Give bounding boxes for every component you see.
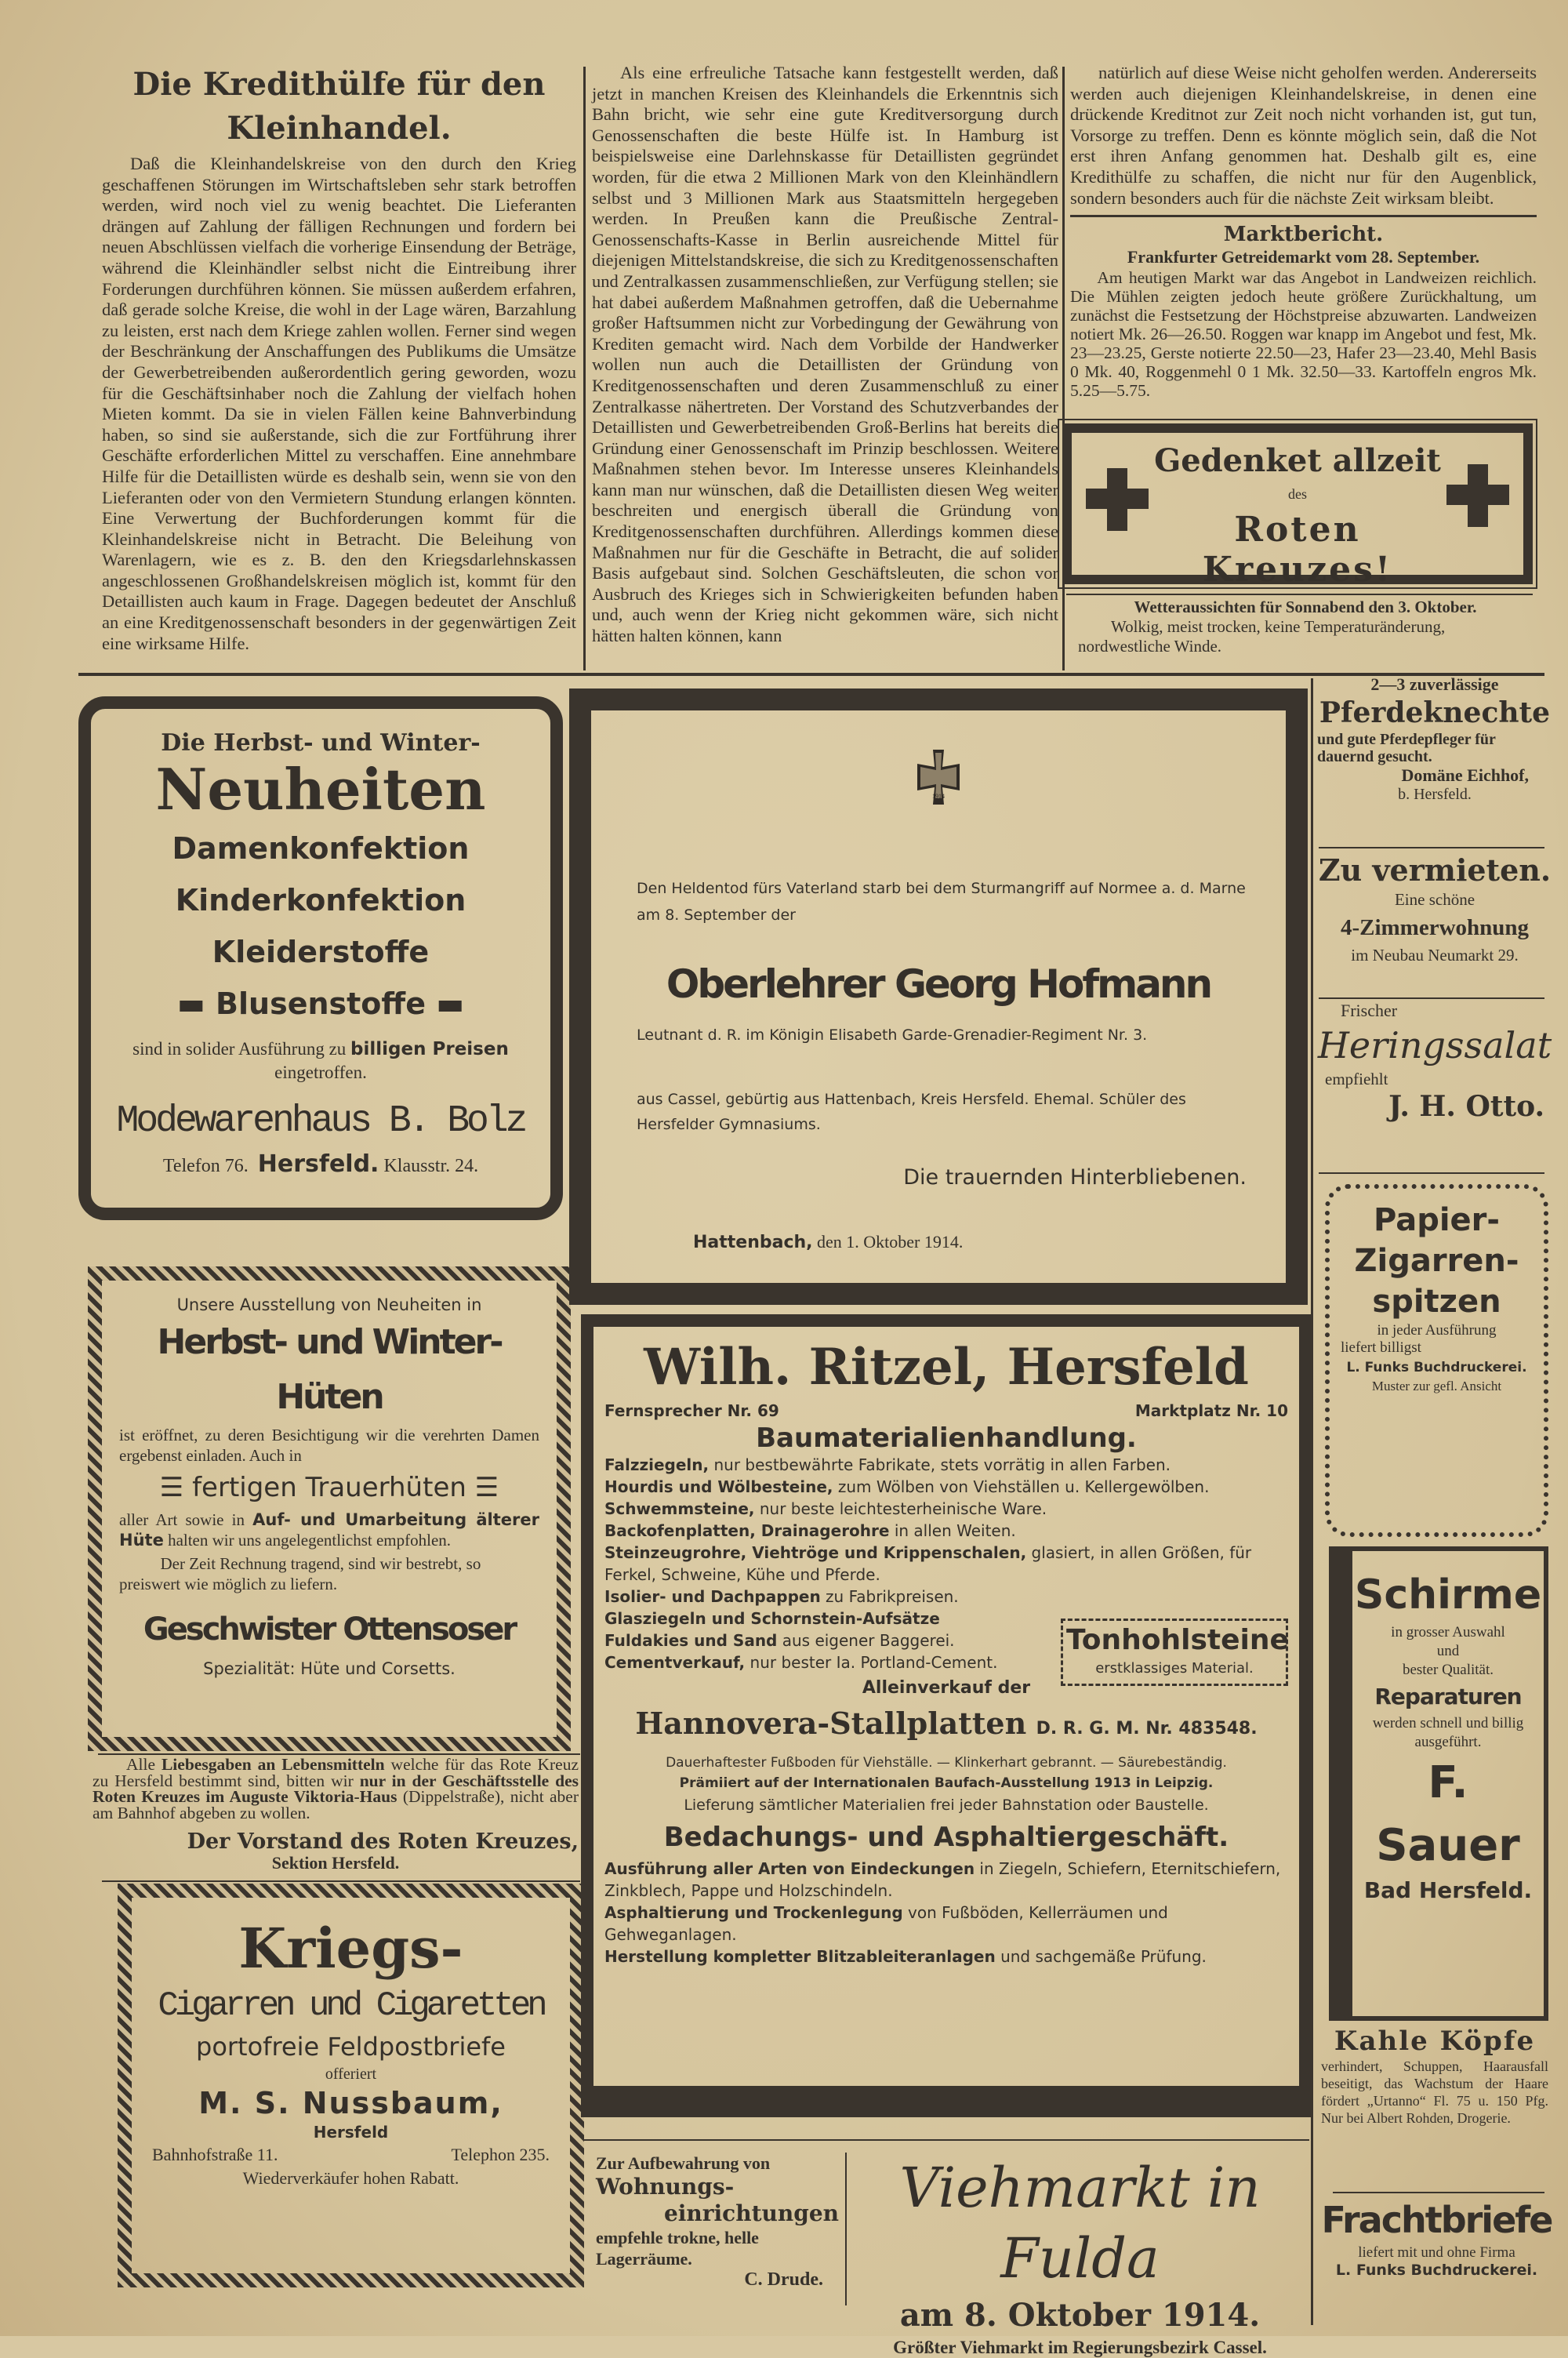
ad-list-bold: Isolier- und Dachpappen	[604, 1587, 821, 1606]
ad-line: b. Hersfeld.	[1398, 786, 1472, 803]
notice-signature-sub: Sektion Hersfeld.	[271, 1853, 400, 1873]
ad-line: und	[1436, 1643, 1460, 1659]
ad-line: einrichtungen	[663, 2200, 839, 2226]
divider	[1319, 1172, 1544, 1174]
article-text: Daß die Kleinhandelskreise von den durch den Krieg geschaffenen Störungen im Wirtschaftsleben sehr stark betroffen werden, wird noch viel zu wenig beachtet. Die Lieferanten drängen auf Zahlung der fälligen Rechnungen und fordern bei neuen Abschlüssen vielfach die vorherige Einsendung der Beträge, während die Kleinhändler selbst nicht die Eintreibung ihrer Forderungen durchführen können. Sie müssen außerdem erfahren, daß gerade solche Kreise, die wohl in der Lage wären, Barzahlung zu leisten, erst nach dem Kriege zahlen wollen. Ferner sind wegen der Beschränkung der Anschaffungen des Publikums die Umsätze der Gewerbetreibenden außerordentlich gering geworden, wozu für die Geschäftsinhaber noch die Zahlung der vielfach hohen Mieten kommt. Da sie in vielen Fällen keine Bahnverbindung haben, so sind sie außerstande, sich die zur Fortführung ihrer Geschäfte erforderlichen Mittel zu verschaffen. Eine annehmbare Hilfe für die Detaillisten würde es deshalb sein, wenn sie von den Lieferanten oder von den Vermietern Stundung erlangen könnten. Eine Verwertung der Buchforderungen kommt für die Kleinhandelskreise nicht in Betracht. Die Beleihung von Warenlagern, wie es z. B. den den Kriegsdarlehnskassen angeschlossenen Großhandelskreisen möglich ist, kommt für den Detaillisten auch kaum in Frage. Dagegen bedeutet der Anschluß an eine Kreditgenossenschaft besonders in der gegenwärtigen Zeit eine wirksame Hilfe.	[102, 154, 576, 653]
ad-list-text: aus eigener Baggerei.	[782, 1631, 955, 1650]
ad-headline: spitzen	[1372, 1284, 1501, 1320]
obituary-rank: Leutnant d. R. im Königin Elisabeth Garde-Grenadier-Regiment Nr. 3.	[637, 1026, 1148, 1044]
ad-line: Domäne Eichhof,	[1401, 765, 1529, 785]
ad-headline: Kahle Köpfe	[1334, 2026, 1536, 2057]
market-subtitle: Frankfurter Getreidemarkt vom 28. September.	[1127, 247, 1480, 267]
ad-viehmarkt	[851, 2153, 1309, 2358]
ad-list-bold: Cementverkauf,	[604, 1653, 746, 1672]
ad-city: Bad Hersfeld.	[1363, 1877, 1533, 1903]
ad-line: Cigarren und Cigaretten	[158, 1986, 544, 2026]
ad-list-text: nur bester Ia. Portland-Cement.	[750, 1653, 998, 1672]
banner-line-1: Gedenket allzeit	[1154, 442, 1441, 479]
ad-list-line	[604, 1946, 1288, 1967]
ad-hering	[1317, 1001, 1552, 1124]
ad-list-text: in allen Weiten.	[894, 1521, 1016, 1540]
ad-address: Marktplatz Nr. 10	[1134, 1401, 1288, 1420]
market-text: Am heutigen Markt war das Angebot in Landweizen reichlich. Die Mühlen zeigten jedoch heute größere Zurückhaltung, um zunächst die Festsetzung der Höchstpreise abzuwarten. Landweizen notiert Mk. 26—26.50. Roggen war knapp im Angebot und fest, Mk. 23—23.25, Gerste notierte 22.50—23, Hafer 23—23.40, Mehl Basis 0 Mk. 40, Roggenmehl 0 1 Mk. 32.50—33. Kartoffeln engros Mk. 5.25—5.75.	[1070, 267, 1537, 400]
ad-line: Eine schöne	[1394, 890, 1475, 909]
notice-text: welche für das Rote Kreuz zu Hersfeld bestimmt sind, bitten wir	[93, 1755, 579, 1790]
ad-item: Kleiderstoffe	[212, 935, 430, 969]
ad-headline: Neuheiten	[155, 756, 486, 823]
notice-text: Alle	[126, 1755, 156, 1774]
ad-list-text: nur bestbewährte Fabrikate, stets vorrätig in allen Farben.	[713, 1455, 1171, 1474]
ad-headline: Papier-	[1373, 1202, 1501, 1238]
ad-list-bold: Glasziegeln und Schornstein-Aufsätze	[604, 1609, 940, 1628]
notice-signature: Der Vorstand des Roten Kreuzes,	[187, 1829, 579, 1854]
ad-text: Dauerhaftester Fußboden für Viehställe. — Klinkerhart gebrannt. — Säurebeständig.	[666, 1755, 1227, 1771]
tonhohlsteine-stamp	[1061, 1619, 1288, 1686]
ad-city: Hersfeld.	[257, 1150, 379, 1178]
ad-line: Muster zur gefl. Ansicht	[1371, 1379, 1502, 1393]
article-title: Die Kredithülfe für den Kleinhandel.	[132, 66, 546, 147]
ad-list-line	[604, 1454, 1288, 1476]
ad-text: halten wir uns angelegentlichst empfohlen.	[168, 1531, 452, 1550]
ad-headline: Kriegs-	[238, 1916, 463, 1981]
cross-icon	[1446, 464, 1509, 527]
article-column-2	[592, 63, 1058, 647]
weather-title: Wetteraussichten für Sonnabend den 3. Oktober.	[1134, 598, 1477, 616]
ad-subheadline: Baumaterialienhandlung.	[756, 1422, 1137, 1454]
ad-street: Bahnhofstraße 11.	[152, 2145, 278, 2164]
cross-icon	[1086, 468, 1149, 531]
divider	[584, 2139, 1309, 2141]
ad-text: verhindert, Schuppen, Haarausfall beseitigt, das Wachstum der Haare fördert „Urtanno“ Fl. 75 u. 150 Pfg. Nur bei Albert Rohden, Drogerie.	[1321, 2058, 1548, 2126]
article-text: Als eine erfreuliche Tatsache kann festgestellt werden, daß jetzt in manchen Kreisen des Kleinhandels die Erkenntnis sich Bahn bricht, wie sehr eine gute Kreditversorgung durch Genossenschaften die beste Hülfe ist. In Hamburg ist beispielsweise eine Darlehnskasse für Detaillisten gegründet worden, für die etwa 2 Millionen Mark von den Kleinhändlern selbst und 3 Millionen Mark aus Staatsmitteln hergegeben werden. In Preußen kann die Preußische Zentral-Genossenschafts-Kasse in Berlin ausreichende Mittel für diejenigen Mittelstandskreise, die sich zu Kreditgenossenschaften und Zentralkassen zusammenschließen, zur Verfügung stellen; sie hat dabei außerdem Maßnahmen getroffen, daß die Uebernahme großer Haftsummen nicht zur Vorbedingung der Gewährung von Krediten gemacht wird. Nach dem Vorbilde der Handwerker wollen nun auch die Detaillisten der Gründung von Kreditgenossenschaften und deren Zusammenschluß zu einer Zentralkasse nähertreten. Der Vorstand des Schutzverbandes der Detaillisten und Gewerbetreibenden Groß-Berlins hat bereits die Gründung einer Genossenschaft im Prinzip beschlossen. Weitere Maßnahmen stehen bevor. Im Interesse unseres Kleinhandels kann man nur wünschen, daß die Detaillisten diesen Weg weiter beschreiten und energisch überall die Gründung von Kreditgenossenschaften durchführen. Allerdings kommen diese Maßnahmen nur für die Geschäfte in Betracht, die auf solider Basis aufgebaut sind. Solchen Geschäftsleuten, die schon vor Ausbruch des Krieges sich in Schwierigkeiten befunden haben und, auch wenn der Krieg nicht gekommen wäre, sich nicht hätten halten können, kann	[592, 63, 1058, 646]
ad-line: empfiehlt	[1325, 1070, 1388, 1088]
ad-list-text: in Ziegeln, Schiefern, Eternitschiefern, Zinkblech, Pappe und Holzschindeln.	[604, 1859, 1281, 1900]
ad-text: eingetroffen.	[274, 1063, 367, 1082]
ad-line: portofreie Feldpostbriefe	[196, 2032, 506, 2062]
ad-text: ist eröffnet, zu deren Besichtigung wir die verehrten Damen ergebenst einladen. Auch in	[119, 1426, 539, 1465]
ad-headline: Pferdeknechte	[1319, 696, 1551, 729]
ad-list-bold: Asphaltierung und Trockenlegung	[604, 1903, 903, 1922]
ad-line: L. Funks Buchdruckerei.	[1346, 1360, 1527, 1375]
red-cross-banner	[1062, 423, 1533, 590]
ad-headline: Viehmarkt in Fulda	[899, 2156, 1261, 2291]
obituary-name: Oberlehrer Georg Hofmann	[666, 961, 1211, 1007]
ad-list-line	[604, 1520, 1288, 1542]
column-divider	[845, 2153, 847, 2305]
ad-line: 2—3 zuverlässige	[1370, 674, 1499, 694]
ad-list-bold: Backofenplatten, Drainagerohre	[604, 1521, 890, 1540]
ad-street: Klausstr. 24.	[383, 1156, 479, 1176]
obituary-date: den 1. Oktober 1914.	[817, 1232, 964, 1252]
ad-line: in jeder Ausführung	[1377, 1322, 1497, 1339]
ad-pferde	[1317, 674, 1552, 804]
notice-text-bold: nur in der Geschäftsstelle des Roten Kreuzes im Auguste Viktoria-Haus	[93, 1771, 579, 1806]
notice-text-bold: Liebesgaben an Lebensmitteln	[161, 1755, 385, 1774]
ad-product: Hannovera-Stallplatten	[635, 1706, 1027, 1741]
ad-line: im Neubau Neumarkt 29.	[1351, 946, 1519, 965]
ad-firm: Geschwister Ottensoser	[143, 1611, 516, 1648]
ad-city: Hersfeld	[313, 2123, 389, 2142]
notice-text: (Dippelstraße), nicht aber am Bahnhof abgeben zu wollen.	[93, 1787, 579, 1822]
obituary-mourners: Die trauernden Hinterbliebenen.	[903, 1165, 1247, 1190]
obituary-intro: Den Heldentod fürs Vaterland starb bei dem Sturmangriff auf Normee a. d. Marne am 8. September der	[637, 880, 1246, 924]
ad-text: Lieferung sämtlicher Materialien frei jeder Bahnstation oder Baustelle.	[684, 1797, 1209, 1814]
ad-headline: Herbst- und Winter-Hüten	[157, 1322, 502, 1417]
ad-item: Blusenstoffe	[216, 986, 426, 1021]
divider	[102, 1880, 580, 1882]
iron-cross-icon	[911, 750, 966, 805]
ad-text: Der Zeit Rechnung tragend, sind wir bestrebt, so preiswert wie möglich zu liefern.	[119, 1554, 481, 1593]
ad-list-text: zum Wölben von Viehställen u. Kellergewölben.	[837, 1477, 1210, 1496]
ad-line: offeriert	[325, 2066, 377, 2083]
market-title: Marktbericht.	[1223, 223, 1384, 247]
ad-line: und gute Pferdepfleger für dauernd gesucht.	[1317, 731, 1496, 765]
column-divider	[583, 67, 586, 670]
ad-firm: Modewarenhaus B. Bolz	[116, 1100, 525, 1143]
ad-schirme	[1329, 1546, 1548, 2021]
ad-neuheiten: Die Herbst- und Winter- Neuheiten Damenkonfektion Kinderkonfektion Kleiderstoffe ▬ Blusenstoffe ▬ sind in solider Ausführung zu billigen Preisen eingetroffen. Modewarenhaus B. Bolz Telefon 76. Hersfeld. Klausstr. 24.	[78, 696, 563, 1220]
ad-phone: Fernsprecher Nr. 69	[604, 1401, 779, 1420]
ad-firm: F. Sauer	[1376, 1757, 1520, 1871]
obituary-place: Hattenbach,	[693, 1233, 813, 1252]
ad-text: aller Art sowie in	[119, 1510, 245, 1529]
divider	[1333, 2192, 1544, 2193]
ad-list-bold: Hourdis und Wölbesteine,	[604, 1477, 833, 1496]
divider	[1066, 594, 1533, 595]
obituary	[569, 689, 1308, 1305]
ad-headline: Wilh. Ritzel, Hersfeld	[644, 1338, 1249, 1397]
ad-list-bold: Herstellung kompletter Blitzableiteranlagen	[604, 1947, 996, 1966]
ad-signature: C. Drude.	[744, 2269, 823, 2290]
ad-list-line	[604, 1586, 1288, 1608]
ad-list-bold: Falzziegeln,	[604, 1455, 710, 1474]
ad-list-bold: Schwemmsteine,	[604, 1499, 755, 1518]
ad-list-bold: Ausführung aller Arten von Eindeckungen	[604, 1859, 975, 1878]
article-column-1	[102, 63, 576, 654]
divider	[1070, 215, 1537, 217]
ad-headline: Schirme	[1354, 1571, 1542, 1619]
ad-specialty: Spezialität: Hüte und Corsetts.	[203, 1659, 456, 1678]
stamp-subtitle: erstklassiges Material.	[1095, 1660, 1254, 1677]
ad-line: Wohnungs-	[596, 2174, 735, 2200]
ad-line: liefert mit und ohne Firma	[1358, 2244, 1515, 2261]
ad-subline: Größter Viehmarkt im Regierungsbezirk Cassel.	[893, 2338, 1267, 2357]
ad-subheadline: Bedachungs- und Asphaltiergeschäft.	[663, 1822, 1229, 1853]
ad-top-line: Die Herbst- und Winter-	[161, 729, 481, 757]
ad-exclusive: Alleinverkauf der	[862, 1678, 1031, 1698]
ad-headline: Heringssalat	[1317, 1024, 1552, 1066]
ad-line: 4-Zimmerwohnung	[1340, 915, 1530, 940]
ad-headline: Frachtbriefe	[1321, 2199, 1552, 2241]
ad-text: sind in solider Ausführung zu	[132, 1039, 347, 1059]
ad-line: werden schnell und billig ausgeführt.	[1372, 1715, 1524, 1750]
ad-list-line	[604, 1902, 1288, 1946]
ad-fracht	[1321, 2196, 1552, 2279]
stamp-title: Tonhohlsteine	[1066, 1624, 1289, 1656]
ad-text-bold: Auf- und Umarbeitung älterer Hüte	[119, 1510, 539, 1550]
ad-line: empfehle trokne, helle Lagerräume.	[596, 2228, 759, 2269]
ad-footer: Wiederverkäufer hohen Rabatt.	[242, 2168, 459, 2188]
red-cross-notice	[93, 1757, 579, 1872]
ad-list-line	[604, 1542, 1288, 1586]
ad-list-line	[604, 1498, 1288, 1520]
ad-phone: Telefon 76.	[162, 1156, 249, 1176]
ad-papier	[1325, 1184, 1548, 1537]
ad-line: Zur Aufbewahrung von	[596, 2153, 771, 2173]
banner-line-2: des	[1288, 486, 1307, 502]
ad-intro: Unsere Ausstellung von Neuheiten in	[176, 1295, 482, 1314]
ad-text: Prämiiert auf der Internationalen Baufach-Ausstellung 1913 in Leipzig.	[679, 1775, 1214, 1791]
ad-list-text: von Fußböden, Kellerräumen und Gehweganlagen.	[604, 1903, 1168, 1944]
ad-firm: M. S. Nussbaum,	[198, 2086, 503, 2120]
ad-list-bold: Fuldakies und Sand	[604, 1631, 778, 1650]
ad-item: Kinderkonfektion	[175, 883, 466, 917]
ad-kahle	[1321, 2025, 1548, 2127]
ad-line: in grosser Auswahl	[1391, 1624, 1505, 1640]
article-column-3	[1070, 63, 1537, 400]
ad-line: bester Qualität.	[1402, 1662, 1494, 1678]
ad-list-bold: Steinzeugrohre, Viehtröge und Krippenschalen,	[604, 1543, 1027, 1562]
ad-headline: Zigarren-	[1354, 1243, 1519, 1279]
ad-line: Frischer	[1341, 1001, 1398, 1020]
ad-drude	[596, 2153, 839, 2291]
ad-signature: J. H. Otto.	[1388, 1090, 1544, 1123]
banner-line-3: Roten Kreuzes!	[1202, 510, 1393, 590]
cross-year: 1914	[932, 793, 945, 800]
ad-date: am 8. Oktober 1914.	[899, 2297, 1261, 2334]
ad-text-bold: billigen Preisen	[350, 1039, 509, 1059]
ad-item: Damenkonfektion	[172, 831, 470, 866]
ad-patent: D. R. G. M. Nr. 483548.	[1036, 1719, 1258, 1739]
ad-kriegs	[118, 1884, 584, 2287]
ad-line: L. Funks Buchdruckerei.	[1335, 2262, 1538, 2279]
obituary-origin: aus Cassel, gebürtig aus Hattenbach, Kreis Hersfeld. Ehemal. Schüler des Hersfelder Gymnasiums.	[637, 1091, 1186, 1133]
ad-list-text: und sachgemäße Prüfung.	[1000, 1947, 1207, 1966]
ad-line: liefert billigst	[1341, 1339, 1421, 1356]
ad-headline: Zu vermieten.	[1318, 852, 1552, 888]
ad-list-text: nur beste leichtesterheinische Ware.	[759, 1499, 1047, 1518]
weather-text: Wolkig, meist trocken, keine Temperaturänderung, nordwestliche Winde.	[1078, 617, 1446, 656]
ad-hueten: Unsere Ausstellung von Neuheiten in Herbst- und Winter-Hüten ist eröffnet, zu deren Besichtigung wir die verehrten Damen ergebenst einladen. Auch in ☰ fertigen Trauerhüten ☰ aller Art sowie in Auf- und Umarbeitung älterer Hüte halten wir uns angelegentlichst empfohlen. Der Zeit Rechnung tragend, sind wir bestrebt, so preiswert wie möglich zu liefern. Geschwister Ottensoser Spezialität: Hüte und Corsetts.	[119, 1295, 539, 1678]
ad-ritzel	[581, 1314, 1312, 2117]
ad-list-line	[604, 1858, 1288, 1902]
column-divider	[1311, 678, 1313, 2325]
ad-list-text: glasiert, in allen Größen, für Ferkel, Schweine, Kühe und Pferde.	[604, 1543, 1252, 1584]
ad-subheadline: fertigen Trauerhüten	[192, 1472, 466, 1503]
ad-vermieten	[1317, 851, 1552, 965]
ad-phone: Telephon 235.	[451, 2145, 550, 2164]
weather-report	[1078, 598, 1533, 656]
divider	[1319, 847, 1544, 848]
article-text: natürlich auf diese Weise nicht geholfen werden. Andererseits werden auch diejenigen Kleinhandelskreise, in denen eine drückende Kreditnot zur Zeit noch nicht vorhanden ist, gut tun, Vorsorge zu treffen. Denn es könnte möglich sein, daß die Not erst ihren Anfang genommen hat. Deshalb gilt es, eine Kredithülfe zu schaffen, die nicht nur für den Augenblick, sondern besonders auch für die nächste Zeit wirksam bleibt.	[1070, 63, 1537, 208]
ad-list-text: zu Fabrikpreisen.	[826, 1587, 959, 1606]
ad-list-line	[604, 1476, 1288, 1498]
ad-line: Reparaturen	[1374, 1684, 1522, 1709]
divider	[1319, 997, 1544, 999]
